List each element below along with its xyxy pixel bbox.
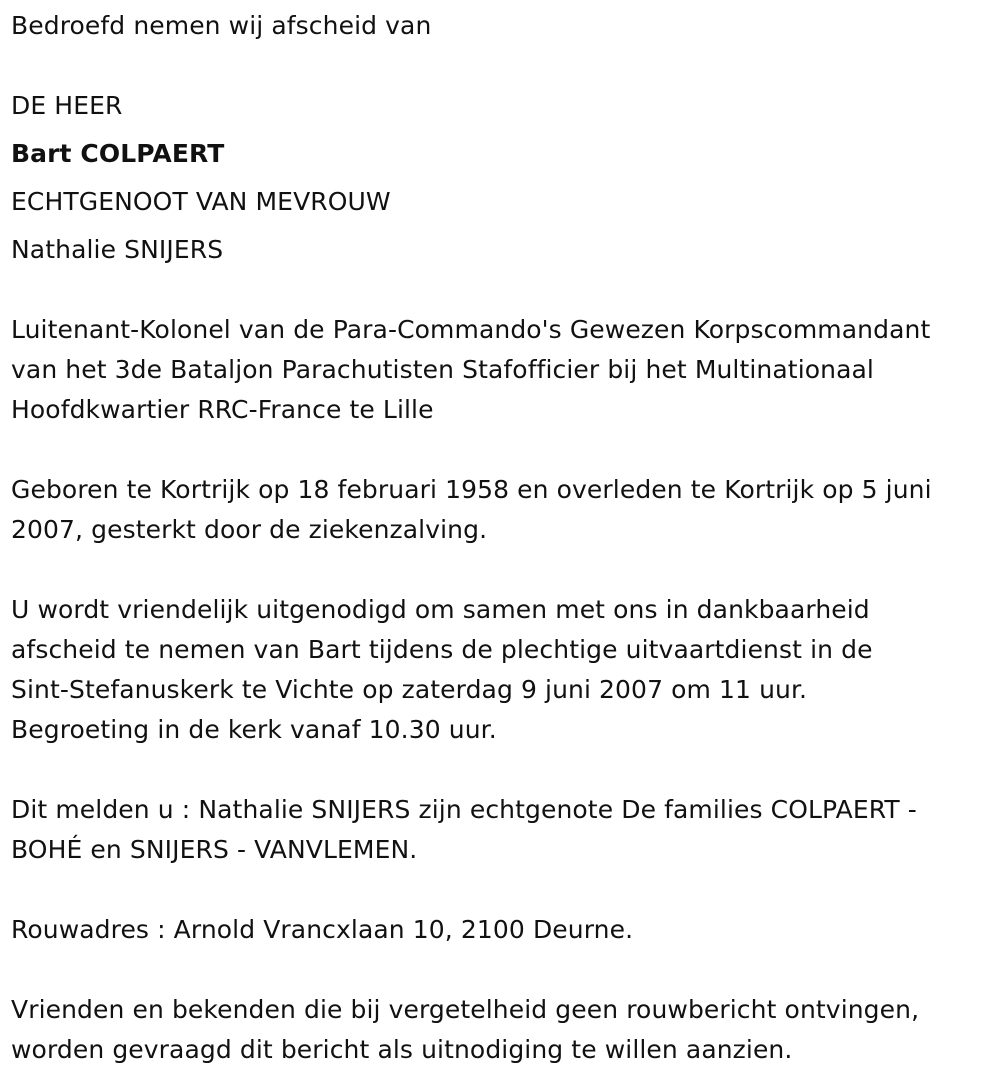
birth-death-line: Geboren te Kortrijk op 18 februari 1958 en overleden te Kortrijk op 5 juni bbox=[11, 475, 932, 504]
career-paragraph bbox=[11, 310, 930, 430]
birth-death-paragraph bbox=[11, 470, 932, 550]
invitation-line: U wordt vriendelijk uitgenodigd om samen met ons in dankbaarheid bbox=[11, 595, 870, 624]
invitation-line: Begroeting in de kerk vanaf 10.30 uur. bbox=[11, 715, 497, 744]
mourning-address: Rouwadres : Arnold Vrancxlaan 10, 2100 Deurne. bbox=[11, 915, 634, 944]
honorific: DE HEER bbox=[11, 91, 123, 120]
deceased-name: Bart COLPAERT bbox=[11, 139, 225, 168]
closing-line: worden gevraagd dit bericht als uitnodiging te willen aanzien. bbox=[11, 1035, 793, 1064]
closing-line: Vrienden en bekenden die bij vergetelheid geen rouwbericht ontvingen, bbox=[11, 995, 920, 1024]
career-line: van het 3de Bataljon Parachutisten Stafofficier bij het Multinationaal bbox=[11, 355, 874, 384]
announcers-line: Dit melden u : Nathalie SNIJERS zijn echtgenote De families COLPAERT - bbox=[11, 795, 917, 824]
intro-text: Bedroefd nemen wij afscheid van bbox=[11, 11, 432, 40]
invitation-line: Sint-Stefanuskerk te Vichte op zaterdag 9 juni 2007 om 11 uur. bbox=[11, 675, 808, 704]
invitation-line: afscheid te nemen van Bart tijdens de plechtige uitvaartdienst in de bbox=[11, 635, 873, 664]
invitation-paragraph bbox=[11, 590, 873, 750]
relation-label: ECHTGENOOT VAN MEVROUW bbox=[11, 187, 391, 216]
address-paragraph bbox=[11, 910, 633, 950]
career-line: Hoofdkwartier RRC-France te Lille bbox=[11, 395, 434, 424]
birth-death-line: 2007, gesterkt door de ziekenzalving. bbox=[11, 515, 488, 544]
career-line: Luitenant-Kolonel van de Para-Commando's Gewezen Korpscommandant bbox=[11, 315, 931, 344]
closing-paragraph bbox=[11, 990, 919, 1070]
announcers-line: BOHÉ en SNIJERS - VANVLEMEN. bbox=[11, 835, 418, 864]
spouse-name: Nathalie SNIJERS bbox=[11, 235, 224, 264]
announcers-paragraph bbox=[11, 790, 917, 870]
